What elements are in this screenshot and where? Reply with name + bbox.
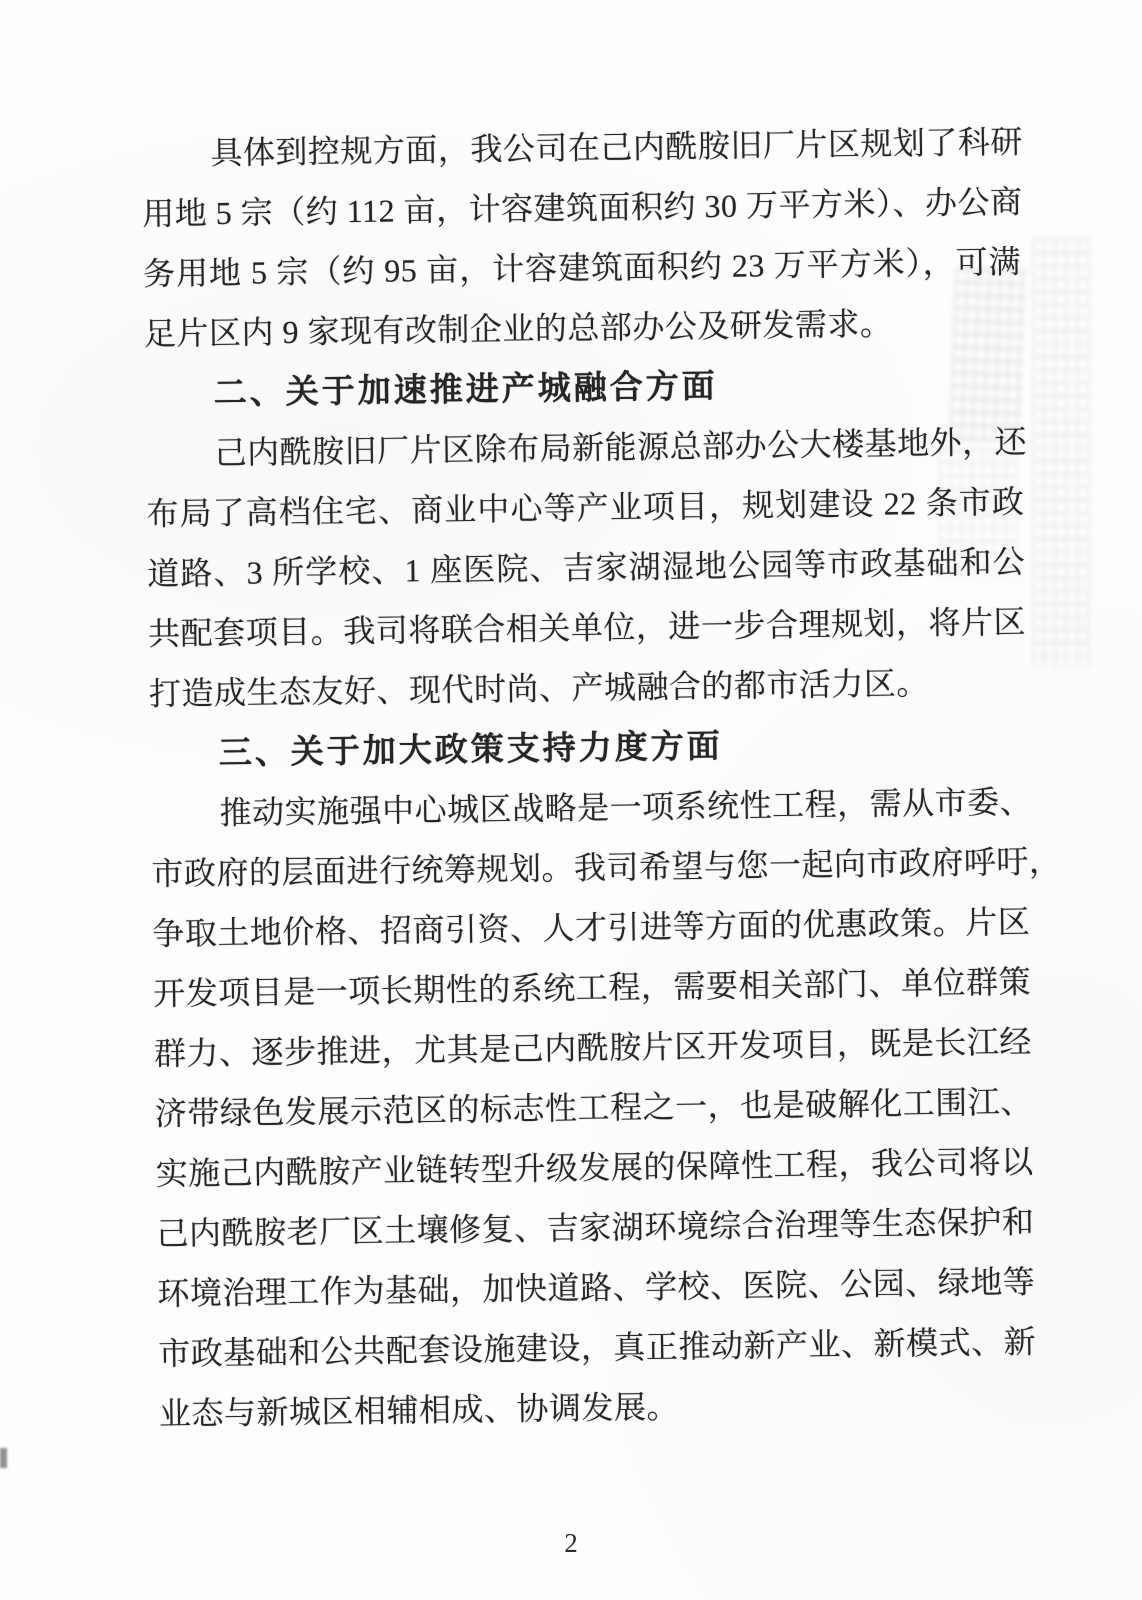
paragraph <box>150 772 1062 1444</box>
scan-speck-artifact <box>0 1448 7 1468</box>
text-line: 群力、逐步推进，尤其是己内酰胺片区开发项目，既是长江经 <box>153 1023 1033 1072</box>
text-line: 足片区内 9 家现有改制企业的总部办公及研发需求。 <box>143 305 893 352</box>
text-line: 业态与新城区相辅相成、协调发展。 <box>158 1388 680 1432</box>
text-line: 务用地 5 宗（约 95 亩，计容建筑面积约 23 万平方米），可满 <box>142 243 1022 292</box>
page-number: 2 <box>564 1528 578 1558</box>
ink-bleed-through-artifact <box>1032 238 1090 668</box>
text-line: 争取土地价格、招商引资、人才引进等方面的优惠政策。片区 <box>152 903 1031 952</box>
text-line: 共配套项目。我司将联合相关单位，进一步合理规划，将片区 <box>147 603 1027 652</box>
text-line: 推动实施强中心城区战略是一项系统性工程，需从市委、 <box>219 783 1033 831</box>
text-line: 己内酰胺旧厂片区除布局新能源总部办公大楼基地外，还 <box>214 423 1028 472</box>
document-text <box>141 112 1062 1444</box>
text-line: 实施己内酰胺产业链转型升级发展的保障性工程，我公司将以 <box>155 1143 1034 1192</box>
text-line: 打造成生态友好、现代时尚、产城融合的都市活力区。 <box>148 665 930 712</box>
text-line: 市政府的层面进行统筹规划。我司希望与您一起向市政府呼吁， <box>151 843 1062 892</box>
text-line: 己内酰胺老厂区土壤修复、吉家湖环境综合治理等生态保护和 <box>156 1203 1035 1252</box>
text-line: 环境治理工作为基础，加快道路、学校、医院、公园、绿地等 <box>157 1263 1036 1312</box>
paragraph <box>145 412 1027 724</box>
text-line: 济带绿色发展示范区的标志性工程之一，也是破解化工围江、 <box>154 1083 1033 1132</box>
text-line: 具体到控规方面，我公司在己内酰胺旧厂片区规划了科研 <box>210 123 1024 172</box>
text-line: 用地 5 宗（约 112 亩，计容建筑面积约 30 万平方米）、办公商 <box>142 183 1023 232</box>
heading-line: 三、关于加大政策支持力度方面 <box>218 725 724 772</box>
text-line: 布局了高档住宅、商业中心等产业项目，规划建设 22 条市政 <box>146 483 1025 532</box>
text-line: 道路、3 所学校、1 座医院、吉家湖湿地公园等市政基础和公 <box>147 543 1026 592</box>
text-line: 开发项目是一项长期性的系统工程，需要相关部门、单位群策 <box>152 963 1032 1012</box>
paragraph <box>141 112 1022 364</box>
text-line: 市政基础和公共配套设施建设，真正推动新产业、新模式、新 <box>157 1323 1037 1372</box>
heading-line: 二、关于加速推进产城融合方面 <box>213 365 718 413</box>
